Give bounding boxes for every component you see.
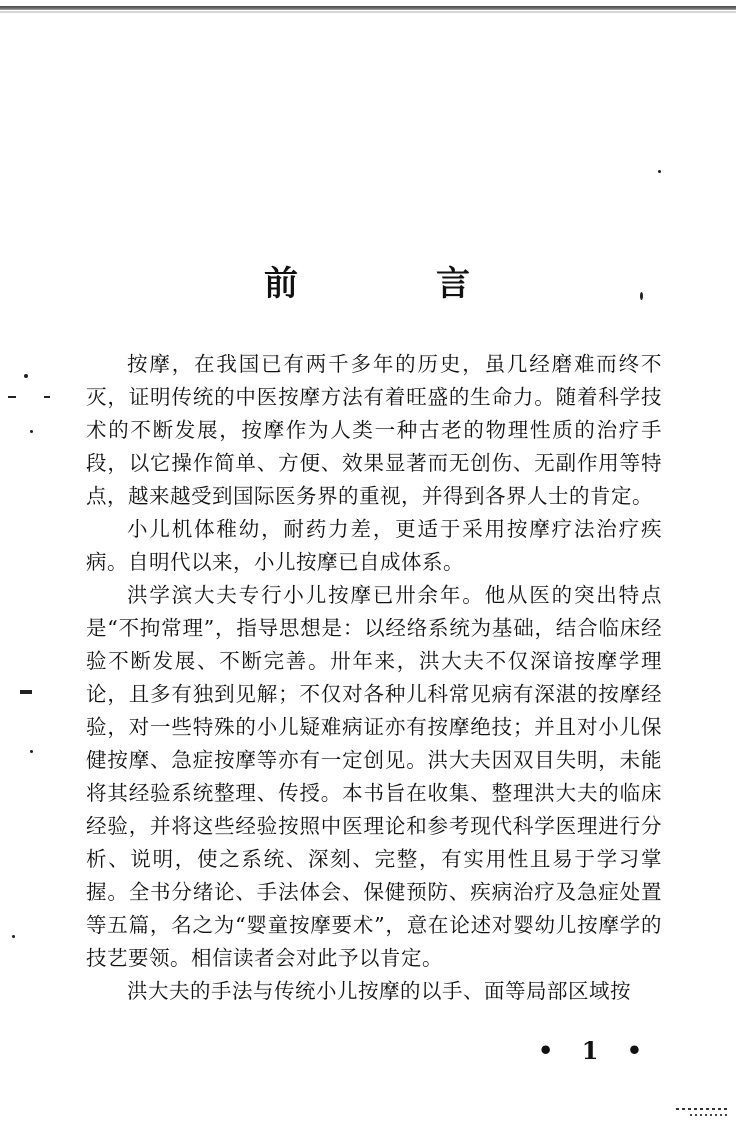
scan-speck <box>640 292 643 300</box>
scan-dots <box>676 1108 728 1110</box>
scan-top-edge <box>0 6 736 10</box>
scan-dash <box>8 396 16 398</box>
scan-speck <box>30 430 33 433</box>
scan-dots <box>690 1114 730 1116</box>
page-number: • 1 • <box>538 1036 653 1065</box>
scan-speck <box>24 374 28 378</box>
scan-speck <box>12 935 15 938</box>
preface-body <box>86 348 662 1008</box>
paragraph-2: 小儿机体稚幼，耐药力差，更适于采用按摩疗法治疗疾病。自明代以来，小儿按摩已自成体系。 <box>86 517 662 574</box>
paragraph-1: 按摩，在我国已有两千多年的历史，虽几经磨难而终不灭，证明传统的中医按摩方法有着旺盛的生命力。随着科学技术的不断发展，按摩作为人类一种古老的物理性质的治疗手段，以它操作简单、方便、效果显著而无创伤、无副作用等特点，越来越受到国际医务界的重视，并得到各界人士的肯定。 <box>86 352 662 508</box>
scan-dash <box>20 690 32 694</box>
scan-speck <box>30 750 33 753</box>
scan-speck <box>658 170 661 173</box>
paragraph-3: 洪学滨大夫专行小儿按摩已卅余年。他从医的突出特点是“不拘常理”，指导思想是：以经络系统为基础，结合临床经验不断发展、不断完善。卅年来，洪大夫不仅深谙按摩学理论，且多有独到见解；不仅对各种儿科常见病有深湛的按摩经验，对一些特殊的小儿疑难病证亦有按摩绝技；并且对小儿保健按摩、急症按摩等亦有一定创见。洪大夫因双目失明，未能将其经验系统整理、传授。本书旨在收集、整理洪大夫的临床经验，并将这些经验按照中医理论和参考现代科学医理进行分析、说明，使之系统、深刻、完整，有实用性且易于学习掌握。全书分绪论、手法体会、保健预防、疾病治疗及急症处置等五篇，名之为“婴童按摩要术”，意在论述对婴幼儿按摩学的技艺要领。相信读者会对此予以肯定。 <box>86 583 662 970</box>
scan-top-edge-shadow <box>0 11 736 13</box>
paragraph-4: 洪大夫的手法与传统小儿按摩的以手、面等局部区域按 <box>127 979 631 1003</box>
page-title: 前 言 <box>264 264 522 304</box>
scan-dash <box>44 396 50 398</box>
